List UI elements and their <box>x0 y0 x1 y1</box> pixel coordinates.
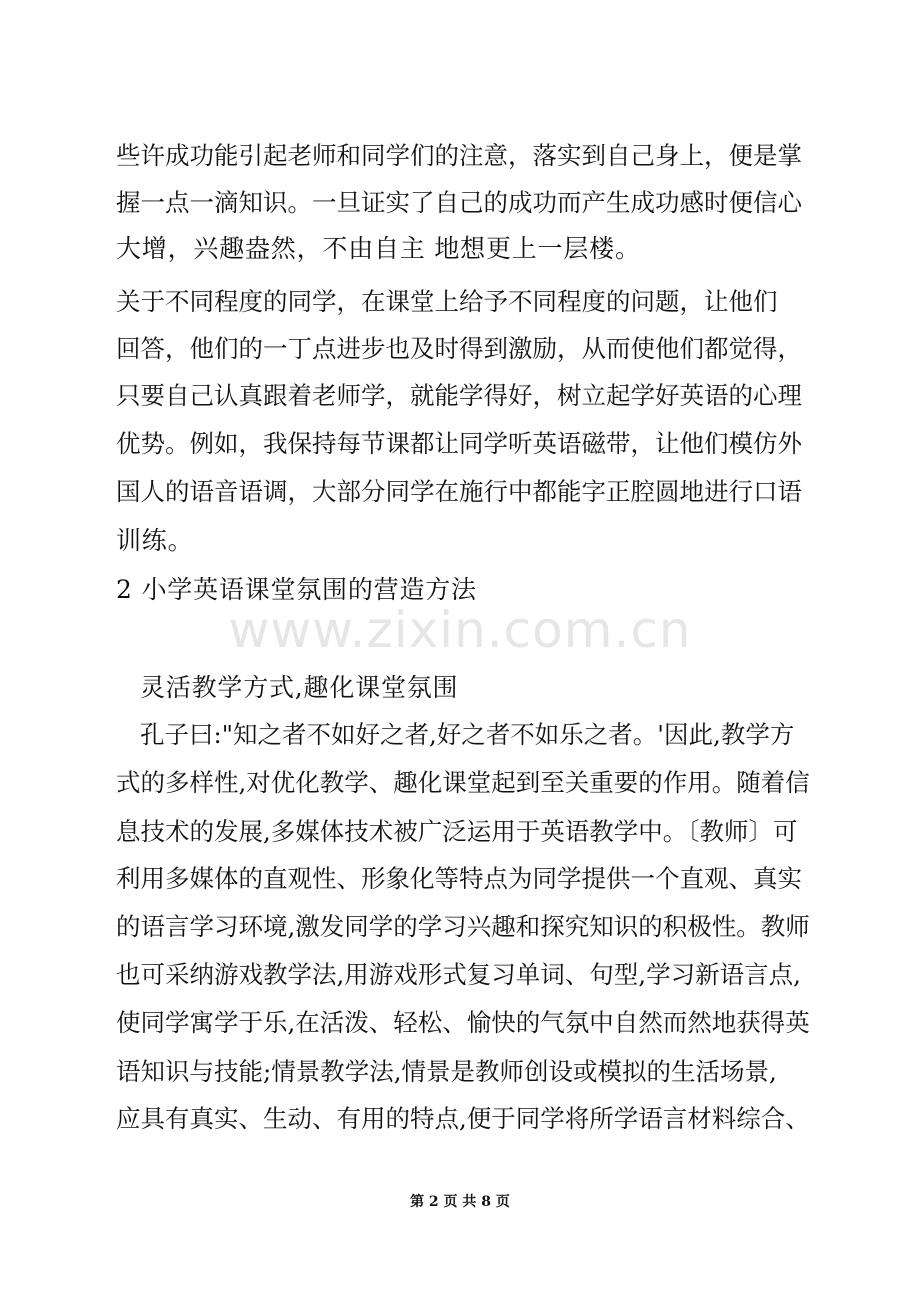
text-line: 关于不同程度的同学，在课堂上给予不同程度的问题，让他们 <box>116 287 778 316</box>
text-line: 使同学寓学于乐,在活泼、轻松、愉快的气氛中自然而然地获得英 <box>116 1008 810 1037</box>
text-line: 回答，他们的一丁点进步也及时得到激励，从而使他们都觉得， <box>116 334 802 363</box>
text-line: 式的多样性,对优化教学、趣化课堂起到至关重要的作用。随着信 <box>116 768 810 797</box>
page-footer: 第 2 页 共 8 页 <box>410 1194 510 1210</box>
text-line: 大增，兴趣盎然，不由自主 地想更上一层楼。 <box>116 234 641 263</box>
text-line: 利用多媒体的直观性、形象化等特点为同学提供一个直观、真实 <box>116 864 802 893</box>
text-line: 息技术的发展,多媒体技术被广泛运用于英语教学中。〔教师〕可 <box>116 817 798 846</box>
text-line: 训练。 <box>116 526 194 555</box>
text-line: 握一点一滴知识。一旦证实了自己的成功而产生成功感时便信心 <box>116 188 802 217</box>
text-line: 的语言学习环境,激发同学的学习兴趣和探究知识的积极性。教师 <box>116 912 810 941</box>
text-line: 国人的语音语调，大部分同学在施行中都能字正腔圆地进行口语 <box>116 477 802 506</box>
text-line: 语知识与技能;情景教学法,情景是教师创设或模拟的生活场景, <box>116 1057 777 1086</box>
text-line: 应具有真实、生动、有用的特点,便于同学将所学语言材料综合、 <box>116 1104 810 1133</box>
text-line: 些许成功能引起老师和同学们的注意，落实到自己身上，便是掌 <box>116 141 802 170</box>
watermark: www.zixin.com.cn <box>228 601 692 659</box>
section-heading: 2 小学英语课堂氛围的营造方法 <box>116 575 477 604</box>
subsection-heading: 灵活教学方式,趣化课堂氛围 <box>140 673 459 702</box>
text-line: 也可采纳游戏教学法,用游戏形式复习单词、句型,学习新语言点, <box>116 960 801 989</box>
text-line: 只要自己认真跟着老师学，就能学得好，树立起学好英语的心理 <box>116 381 802 410</box>
text-line: 孔子曰:"知之者不如好之者,好之者不如乐之者。'因此,教学方 <box>140 720 795 749</box>
text-line: 优势。例如，我保持每节课都让同学听英语磁带，让他们模仿外 <box>116 429 802 458</box>
